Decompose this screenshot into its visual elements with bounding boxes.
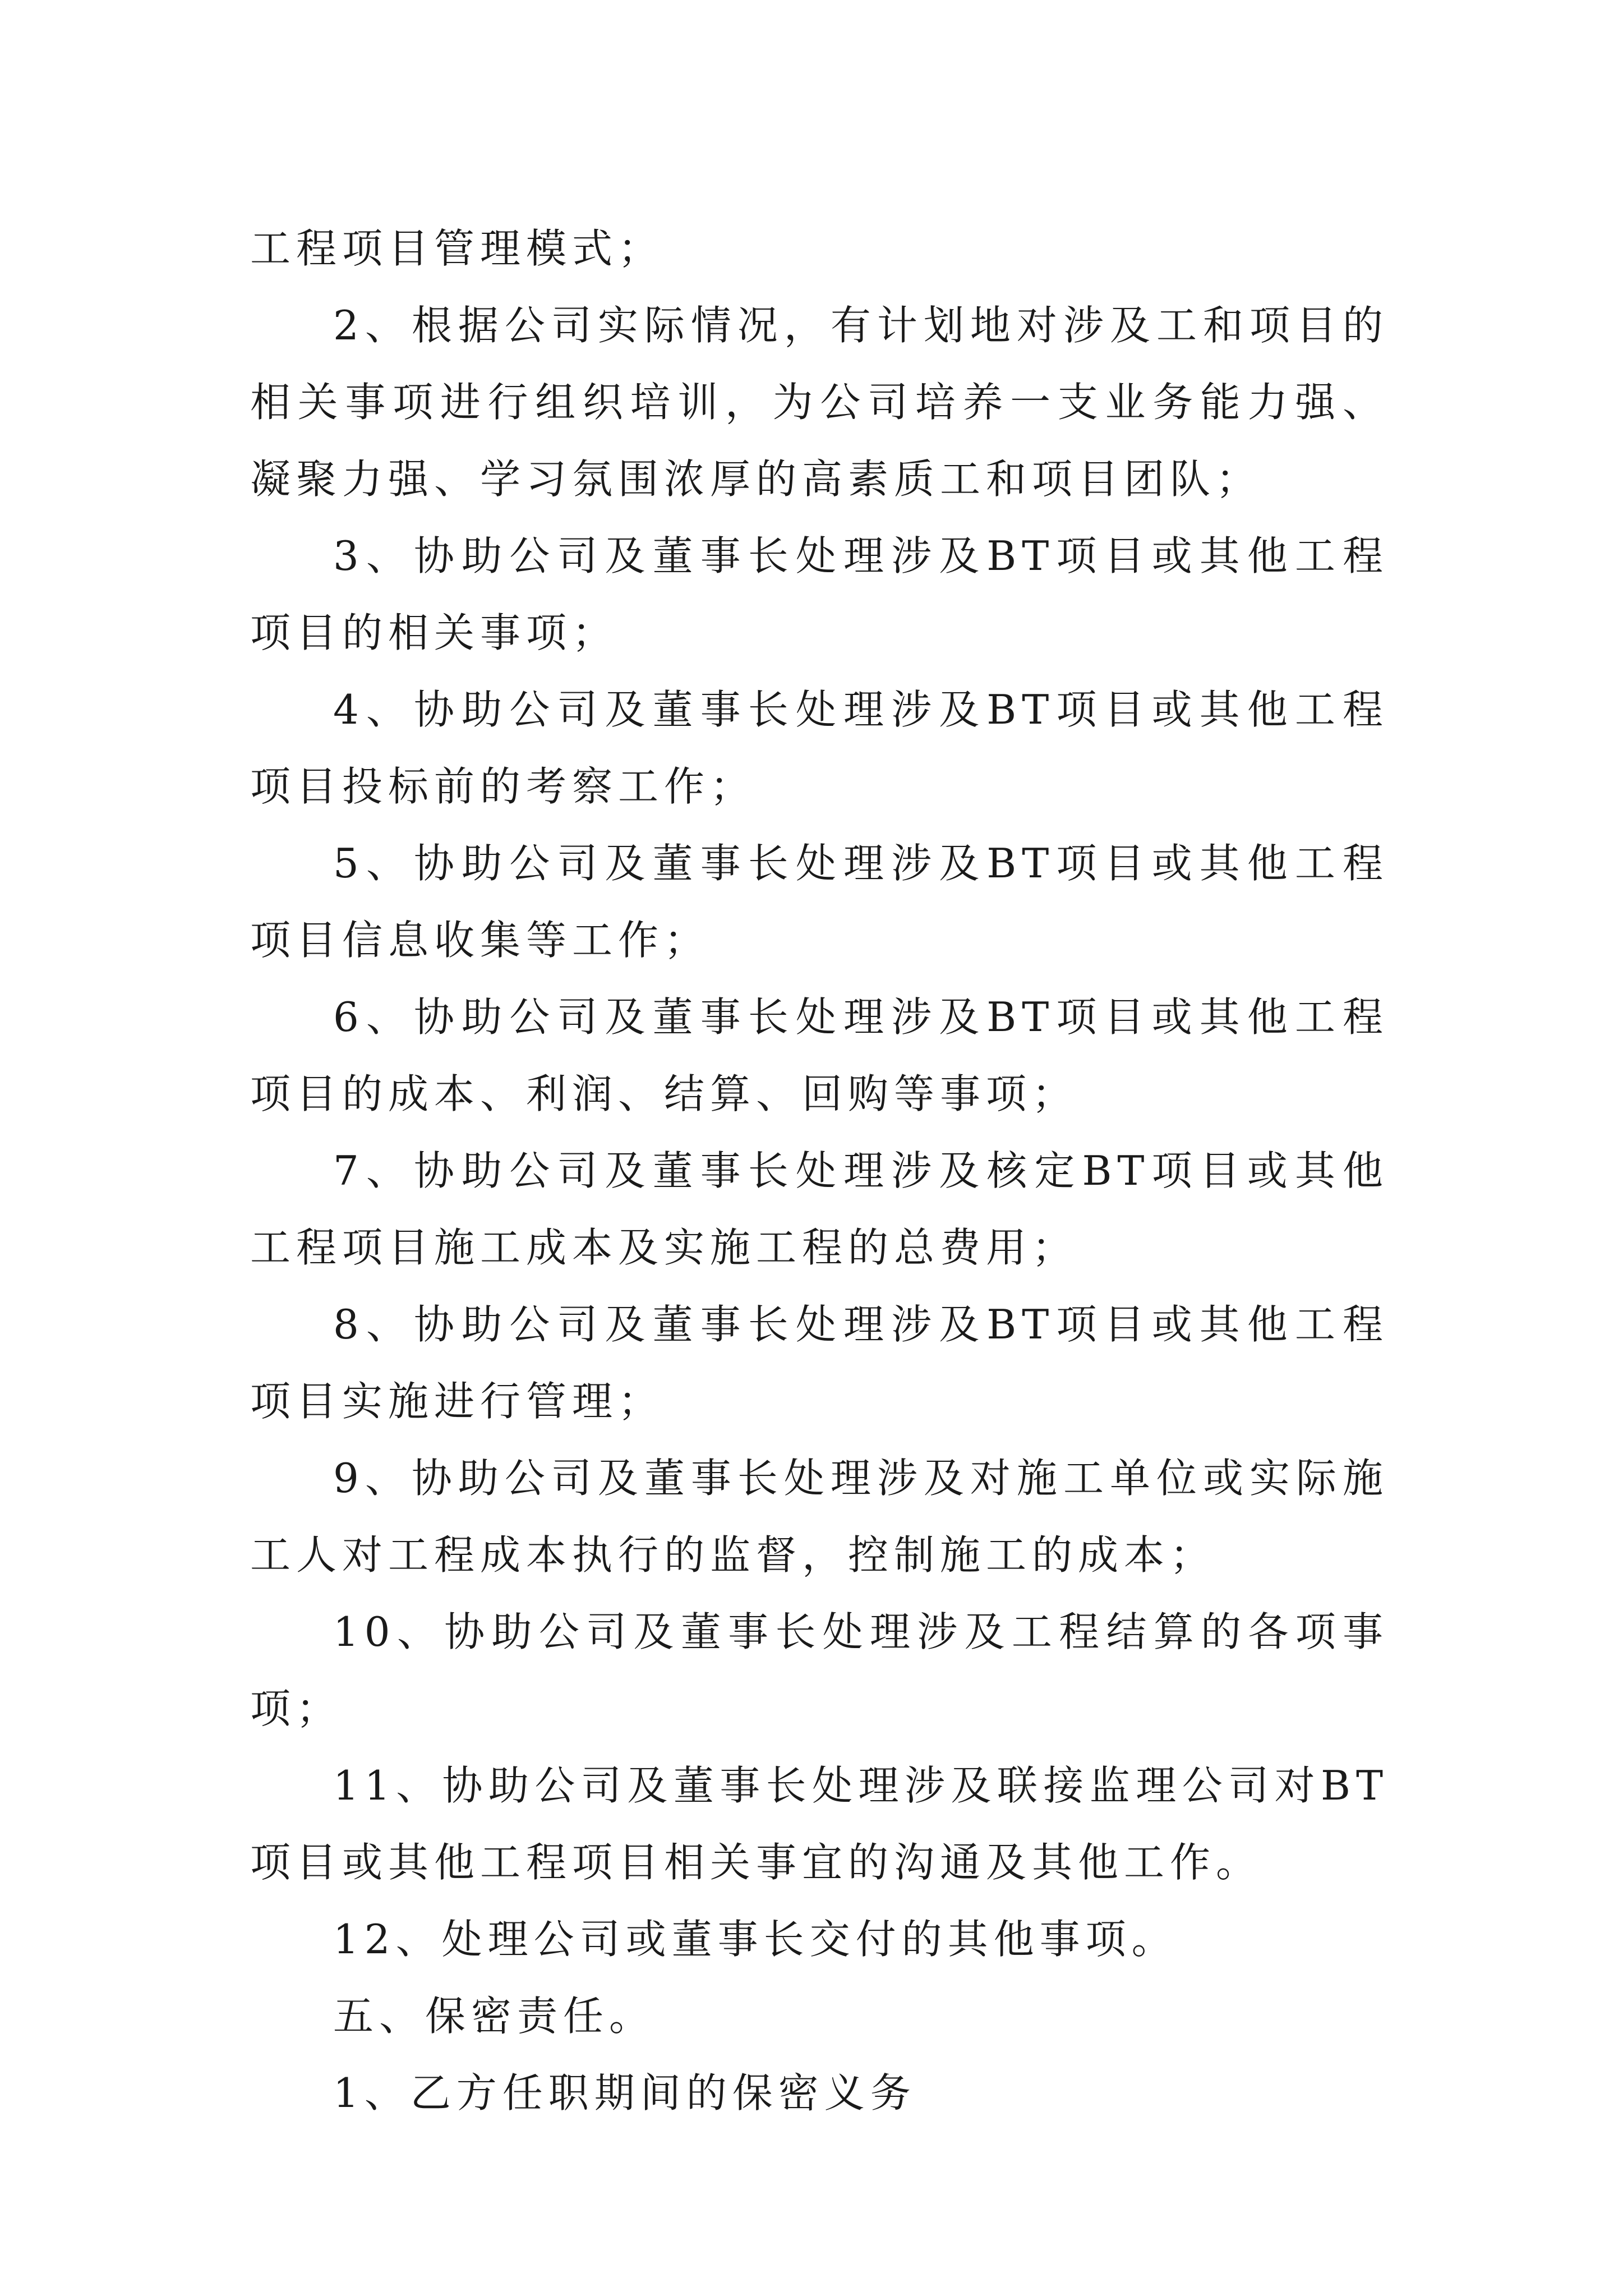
paragraph-item-3: 3、协助公司及董事长处理涉及BT项目或其他工程项目的相关事项； bbox=[250, 532, 1389, 656]
paragraph-item-12: 12、处理公司或董事长交付的其他事项。 bbox=[333, 1916, 1178, 1963]
paragraph-item-5: 5、协助公司及董事长处理涉及BT项目或其他工程项目信息收集等工作； bbox=[250, 840, 1389, 964]
paragraph-item-2: 2、根据公司实际情况，有计划地对涉及工和项目的相关事项进行组织培训，为公司培养一支业务能力强、凝聚力强、学习氛围浓厚的高素质工和项目团队； bbox=[250, 302, 1389, 503]
paragraph-item-4: 4、协助公司及董事长处理涉及BT项目或其他工程项目投标前的考察工作； bbox=[250, 686, 1389, 810]
paragraph-item-6: 6、协助公司及董事长处理涉及BT项目或其他工程项目的成本、利润、结算、回购等事项； bbox=[250, 993, 1389, 1117]
paragraph-continuation: 工程项目管理模式； bbox=[250, 225, 665, 272]
paragraph-item-11: 11、协助公司及董事长处理涉及联接监理公司对BT项目或其他工程项目相关事宜的沟通及其他工作。 bbox=[250, 1762, 1389, 1886]
paragraph-subitem-1: 1、乙方任职期间的保密义务 bbox=[333, 2069, 916, 2116]
paragraph-item-9: 9、协助公司及董事长处理涉及对施工单位或实际施工人对工程成本执行的监督，控制施工的成本； bbox=[250, 1455, 1389, 1579]
document-body bbox=[250, 210, 1389, 2132]
paragraph-item-7: 7、协助公司及董事长处理涉及核定BT项目或其他工程项目施工成本及实施工程的总费用； bbox=[250, 1147, 1389, 1271]
paragraph-item-10: 10、协助公司及董事长处理涉及工程结算的各项事项； bbox=[250, 1608, 1389, 1732]
section-heading-confidentiality: 五、保密责任。 bbox=[333, 1993, 656, 2040]
paragraph-item-8: 8、协助公司及董事长处理涉及BT项目或其他工程项目实施进行管理； bbox=[250, 1301, 1389, 1425]
